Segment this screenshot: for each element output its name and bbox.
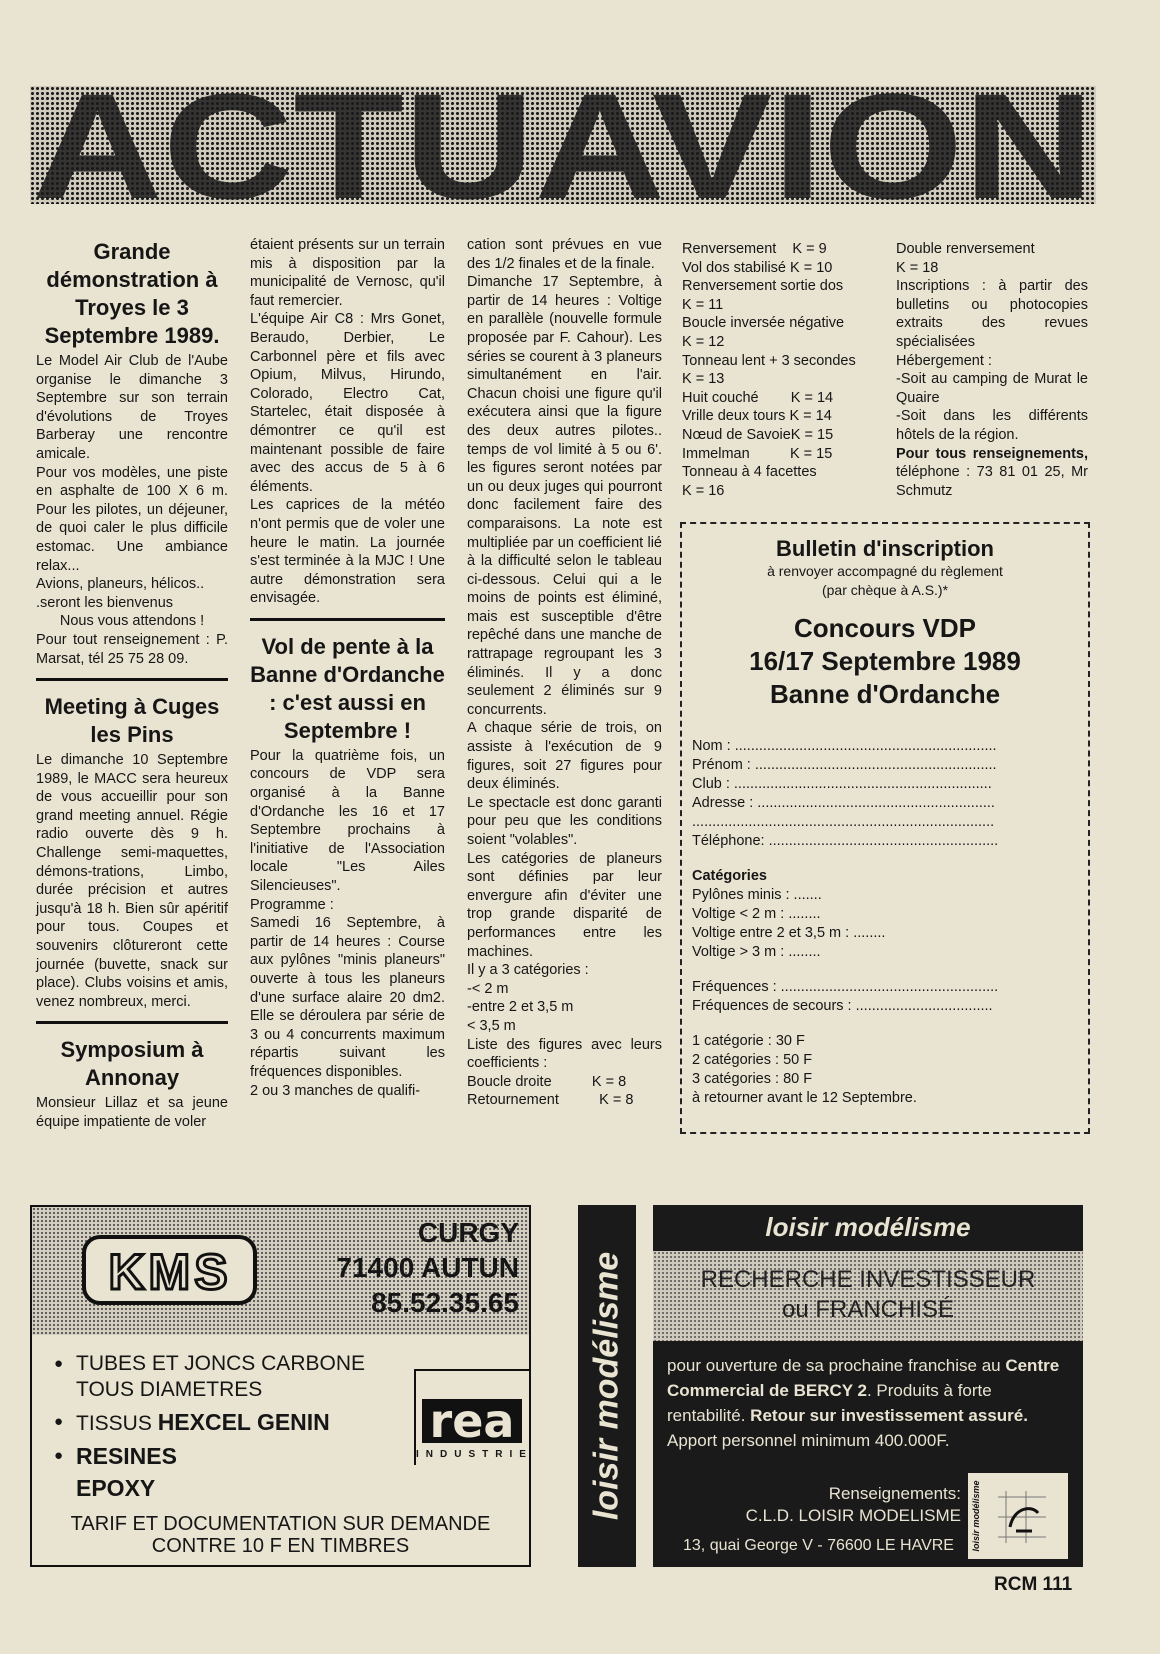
category-voltige-medium-field[interactable]: Voltige entre 2 et 3,5 m : ........ [692, 925, 886, 941]
text-troyes-4: .seront les bienvenus [36, 594, 174, 611]
page-number: RCM 111 [994, 1574, 1073, 1595]
address-field-line2[interactable]: ........................................................................... [692, 814, 995, 830]
text-vdp-9: Les catégories de planeurs sont définies par leur envergure afin d'éviter une trop grande disparité de performances entre les machines. [467, 850, 662, 960]
loisir-body-2: . Produits à forte rentabilité. [667, 1381, 992, 1425]
rea-logo-word: rea [422, 1399, 522, 1443]
text-annonay-cont-2: L'équipe Air C8 : Mrs Gonet, Beraudo, Derbier, Le Carbonnel père et fils avec Opium, Milvus, Hirundo, Colorado, Electro Cat, Startelec, était disposée à démontrer ce qu'il est maintenant possible de faire avec des accus de 5 à 6 éléments. [250, 311, 445, 495]
heading-cuges: Meeting à Cuges les Pins [44, 694, 220, 748]
form-deadline: à retourner avant le 12 Septembre. [692, 1090, 917, 1106]
firstname-field[interactable]: Prénom : ............................................................ [692, 757, 997, 773]
rea-logo-subtitle: INDUSTRIE [416, 1449, 533, 1460]
figure-line: K = 11 [682, 296, 724, 313]
figure-boucle-droite: Boucle droite K = 8 [467, 1073, 627, 1090]
kms-ad-header [32, 1207, 529, 1335]
loisir-logo [968, 1473, 1068, 1559]
text-camping: -Soit au camping de Murat le Quaire [896, 371, 1088, 406]
text-vdp-13: < 3,5 m [467, 1017, 516, 1034]
figure-line: Huit couché K = 14 [682, 389, 834, 406]
text-vdp-4: 2 ou 3 manches de qualifi- [250, 1082, 421, 1099]
form-event-date: 16/17 Septembre 1989 [749, 646, 1021, 676]
figure-line: K = 12 [682, 333, 725, 350]
form-event-name: Concours VDP [793, 613, 977, 643]
section-divider [36, 1021, 228, 1024]
text-troyes-5: Nous vous attendons ! [59, 613, 205, 630]
figure-line: Renversement sortie dos [682, 278, 844, 295]
text-annonay-cont-3: Les caprices de la météo n'ont permis que de voler une heure le matin. La journée s'est terminée à la MJC ! Une autre démonstration sera envisagée. [250, 497, 445, 607]
text-vdp-12: -entre 2 et 3,5 m [467, 999, 574, 1016]
glider-icon [992, 1487, 1052, 1547]
figure-retournement: Retournement K = 8 [467, 1092, 634, 1109]
figure-line: Double renversement [896, 241, 1035, 257]
actuavion-title-graphic [30, 86, 1096, 204]
text-vdp-11: -< 2 m [467, 980, 509, 997]
heading-annonay: Symposium à Annonay [60, 1037, 204, 1091]
form-subtitle-2: (par chèque à A.S.)* [821, 582, 949, 598]
loisir-ad-body [667, 1353, 1069, 1453]
registration-form [680, 522, 1090, 1134]
list-item [54, 1443, 365, 1469]
section-divider [36, 678, 228, 681]
figure-line: Vol dos stabilisé K = 10 [682, 259, 833, 276]
categories-title: Catégories [692, 868, 767, 884]
kms-postcode: 71400 AUTUN [336, 1252, 519, 1283]
figure-line: Renversement K = 9 [682, 241, 827, 257]
text-vdp-6: Dimanche 17 Septembre, à partir de 14 heures : Voltige en parallèle (nouvelle formule proposée par F. Cahour). Les séries se courent à 3 planeurs simultanément en l'air. Chacun choisi une figure qu'il exécutera ainsi que la figure des deux autres pilotes.. temps de vol limité à 5 ou 6'. les figures seront notées par un ou deux juges qui pourront donc facilement faire des comparaisons. La note est multipliée par un coefficient lié à la difficulté selon le tableau ci-dessous. Celui qui a le moins de points est éliminé, mais est susceptible d'être repêché dans une manche de rattrapage regroupant les 3 éliminés. Il y a donc seulement 2 éliminés sur 9 concurrents. [467, 274, 662, 718]
text-renseignements-bold: Pour tous renseignements, [896, 445, 1088, 462]
figure-line: K = 13 [682, 371, 725, 388]
form-title: Bulletin d'inscription [776, 536, 994, 561]
text-vdp-1: Pour la quatrième fois, un concours de VDP sera organisé à la Banne d'Ordanche les 16 et 17 Septembre prochains à l'initiative de l'Association locale "Les Ailes Silencieuses". [250, 747, 445, 895]
product-fabric-brand: HEXCEL GENIN [157, 1409, 330, 1435]
kms-footer-line-1: TARIF ET DOCUMENTATION SUR DEMANDE [70, 1513, 491, 1535]
figure-line: Vrille deux tours K = 14 [682, 408, 832, 425]
backup-frequency-field[interactable]: Fréquences de secours : .................................. [692, 998, 993, 1014]
price-3-categories: 3 catégories : 80 F [692, 1071, 813, 1087]
kms-logo [82, 1235, 257, 1305]
figure-line: K = 16 [682, 482, 725, 499]
club-field[interactable]: Club : ................................................................ [692, 776, 992, 792]
figure-line: Tonneau lent + 3 secondes [682, 352, 856, 369]
column-4 [682, 240, 877, 500]
figure-line: K = 18 [896, 259, 939, 276]
list-item [54, 1409, 365, 1437]
text-annonay: Monsieur Lillaz et sa jeune équipe impatiente de voler [36, 1095, 228, 1130]
column-1 [36, 238, 228, 1132]
kms-product-list [54, 1351, 365, 1501]
loisir-address: 13, quai George V - 76600 LE HAVRE [683, 1537, 954, 1554]
category-voltige-small-field[interactable]: Voltige < 2 m : ........ [692, 906, 821, 922]
text-troyes-6: Pour tout renseignement : P. Marsat, tél 25 75 28 09. [36, 631, 228, 667]
loisir-side-text: loisir modélisme [587, 1251, 626, 1521]
kms-advertisement [30, 1205, 531, 1567]
text-renseignements [896, 445, 1088, 501]
category-voltige-large-field[interactable]: Voltige > 3 m : ........ [692, 944, 821, 960]
text-inscriptions: Inscriptions : à partir des bulletins ou photocopies extraits des revues spécialisées [896, 278, 1088, 350]
loisir-headline-1: RECHERCHE INVESTISSEUR [700, 1266, 1036, 1293]
frequency-field[interactable]: Fréquences : ...................................................... [692, 979, 999, 995]
product-carbon: TUBES ET JONCS CARBONE [76, 1352, 365, 1375]
heading-troyes: Grande démonstration à Troyes le 3 Septembre 1989. [44, 239, 220, 348]
loisir-contact [746, 1483, 961, 1527]
text-annonay-cont-1: étaient présents sur un terrain mis à disposition par la municipalité de Vernosc, qu'il faut remercier. [250, 237, 445, 309]
text-vdp-5: cation sont prévues en vue des 1/2 finales et de la finale. [467, 237, 662, 272]
loisir-body-1: pour ouverture de sa prochaine franchise au [667, 1356, 1006, 1375]
text-vdp-8: Le spectacle est donc garanti pour peu que les conditions soient "volables". [467, 794, 662, 848]
kms-phone: 85.52.35.65 [371, 1287, 519, 1318]
column-2 [250, 236, 445, 1100]
name-field[interactable]: Nom : ................................................................. [692, 738, 997, 754]
text-cuges: Le dimanche 10 Septembre 1989, le MACC sera heureux de vous accueillir pour son grand meeting annuel. Régie radio ouverte dès 9 h. Challenge semi-maquettes, démons-trations, Limbo, durée précision et autres jusqu'à 18 h. Bien sûr apéritif pour tous. Coupes et souvenirs clôtureront cette journée (buvette, snack sur place). Clubs voisins et amis, venez nombreux, merci. [36, 752, 228, 1010]
loisir-ad-headline [653, 1251, 1083, 1341]
text-troyes-1: Le Model Air Club de l'Aube organise le dimanche 3 Septembre sur son terrain d'évolutions de Troyes Barberay une rencontre amicale. [36, 353, 228, 462]
figure-line: Immelman K = 15 [682, 445, 833, 462]
text-vdp-14: Liste des figures avec leurs coefficients : [467, 1036, 662, 1072]
product-resins: RESINES [76, 1443, 177, 1469]
loisir-headline-2: ou FRANCHISÉ [781, 1296, 955, 1323]
loisir-body-1-bold: Centre Commercial de BERCY 2 [667, 1356, 1060, 1400]
product-carbon-detail: TOUS DIAMETRES [76, 1378, 263, 1401]
kms-footer-line-2: CONTRE 10 F EN TIMBRES [151, 1535, 410, 1557]
product-epoxy: EPOXY [76, 1475, 156, 1501]
banner-title: ACTUAVION [32, 86, 1094, 204]
text-troyes-3: Avions, planeurs, hélicos.. [36, 576, 205, 593]
loisir-logo-text: loisir modélisme [971, 1480, 981, 1552]
loisir-ad-title: loisir modélisme [765, 1212, 971, 1242]
heading-vol-de-pente: Vol de pente à la Banne d'Ordanche : c'est aussi en Septembre ! [250, 633, 445, 743]
actuavion-banner [30, 86, 1096, 204]
product-fabric: TISSUS [76, 1412, 158, 1435]
form-event-place: Banne d'Ordanche [769, 679, 1001, 709]
column-5 [896, 240, 1088, 500]
loisir-side-strip [578, 1205, 636, 1567]
figure-line: Boucle inversée négative [682, 315, 845, 332]
kms-city: CURGY [417, 1217, 519, 1248]
loisir-contact-company: C.L.D. LOISIR MODELISME [745, 1506, 961, 1525]
loisir-contact-label: Renseignements: [828, 1484, 961, 1503]
figure-line: Nœud de SavoieK = 15 [682, 426, 834, 443]
text-vdp-7: A chaque série de trois, on assiste à l'exécution de 9 figures, soit 27 figures pour deux éliminés. [467, 720, 662, 793]
price-1-category: 1 catégorie : 30 F [692, 1033, 805, 1049]
price-2-categories: 2 catégories : 50 F [692, 1052, 813, 1068]
address-field[interactable]: Adresse : ........................................................... [692, 795, 995, 811]
kms-ad-footer [32, 1513, 529, 1557]
loisir-advertisement [653, 1205, 1083, 1567]
text-hebergement: Hébergement : [896, 352, 992, 369]
loisir-body-2-bold: Retour sur investissement assuré. [750, 1406, 1028, 1425]
form-subtitle-1: à renvoyer accompagné du règlement [767, 563, 1003, 579]
text-vdp-2: Programme : [250, 896, 334, 913]
text-hotels: -Soit dans les différents hôtels de la région. [896, 408, 1088, 443]
text-vdp-3: Samedi 16 Septembre, à partir de 14 heures : Course aux pylônes "minis planeurs" ouverte à tous les planeurs d'une surface alaire 20 dm2. Elle se déroulera par série de 3 ou 4 concurrents maximum répartis suivant les fréquences disponibles. [250, 915, 445, 1080]
kms-contact [336, 1215, 519, 1320]
text-troyes-2: Pour vos modèles, une piste en asphalte de 100 X 6 m. Pour les pilotes, un déjeuner, de quoi caler le plus difficile estomac. Une ambiance relax... [36, 464, 228, 574]
section-divider [250, 618, 445, 621]
list-item [54, 1351, 365, 1377]
column-3 [467, 236, 662, 1110]
rea-logo [414, 1369, 533, 1465]
text-renseignements-rest: téléphone : 73 81 01 25, Mr Schmutz [896, 464, 1088, 499]
text-vdp-10: Il y a 3 catégories : [467, 962, 589, 979]
category-pylones-field[interactable]: Pylônes minis : ....... [692, 887, 822, 903]
loisir-body-3: Apport personnel minimum 400.000F. [667, 1431, 950, 1450]
kms-logo-text: KMS [108, 1244, 232, 1300]
figure-line: Tonneau à 4 facettes [682, 464, 817, 481]
phone-field[interactable]: Téléphone: ......................................................... [692, 833, 999, 849]
